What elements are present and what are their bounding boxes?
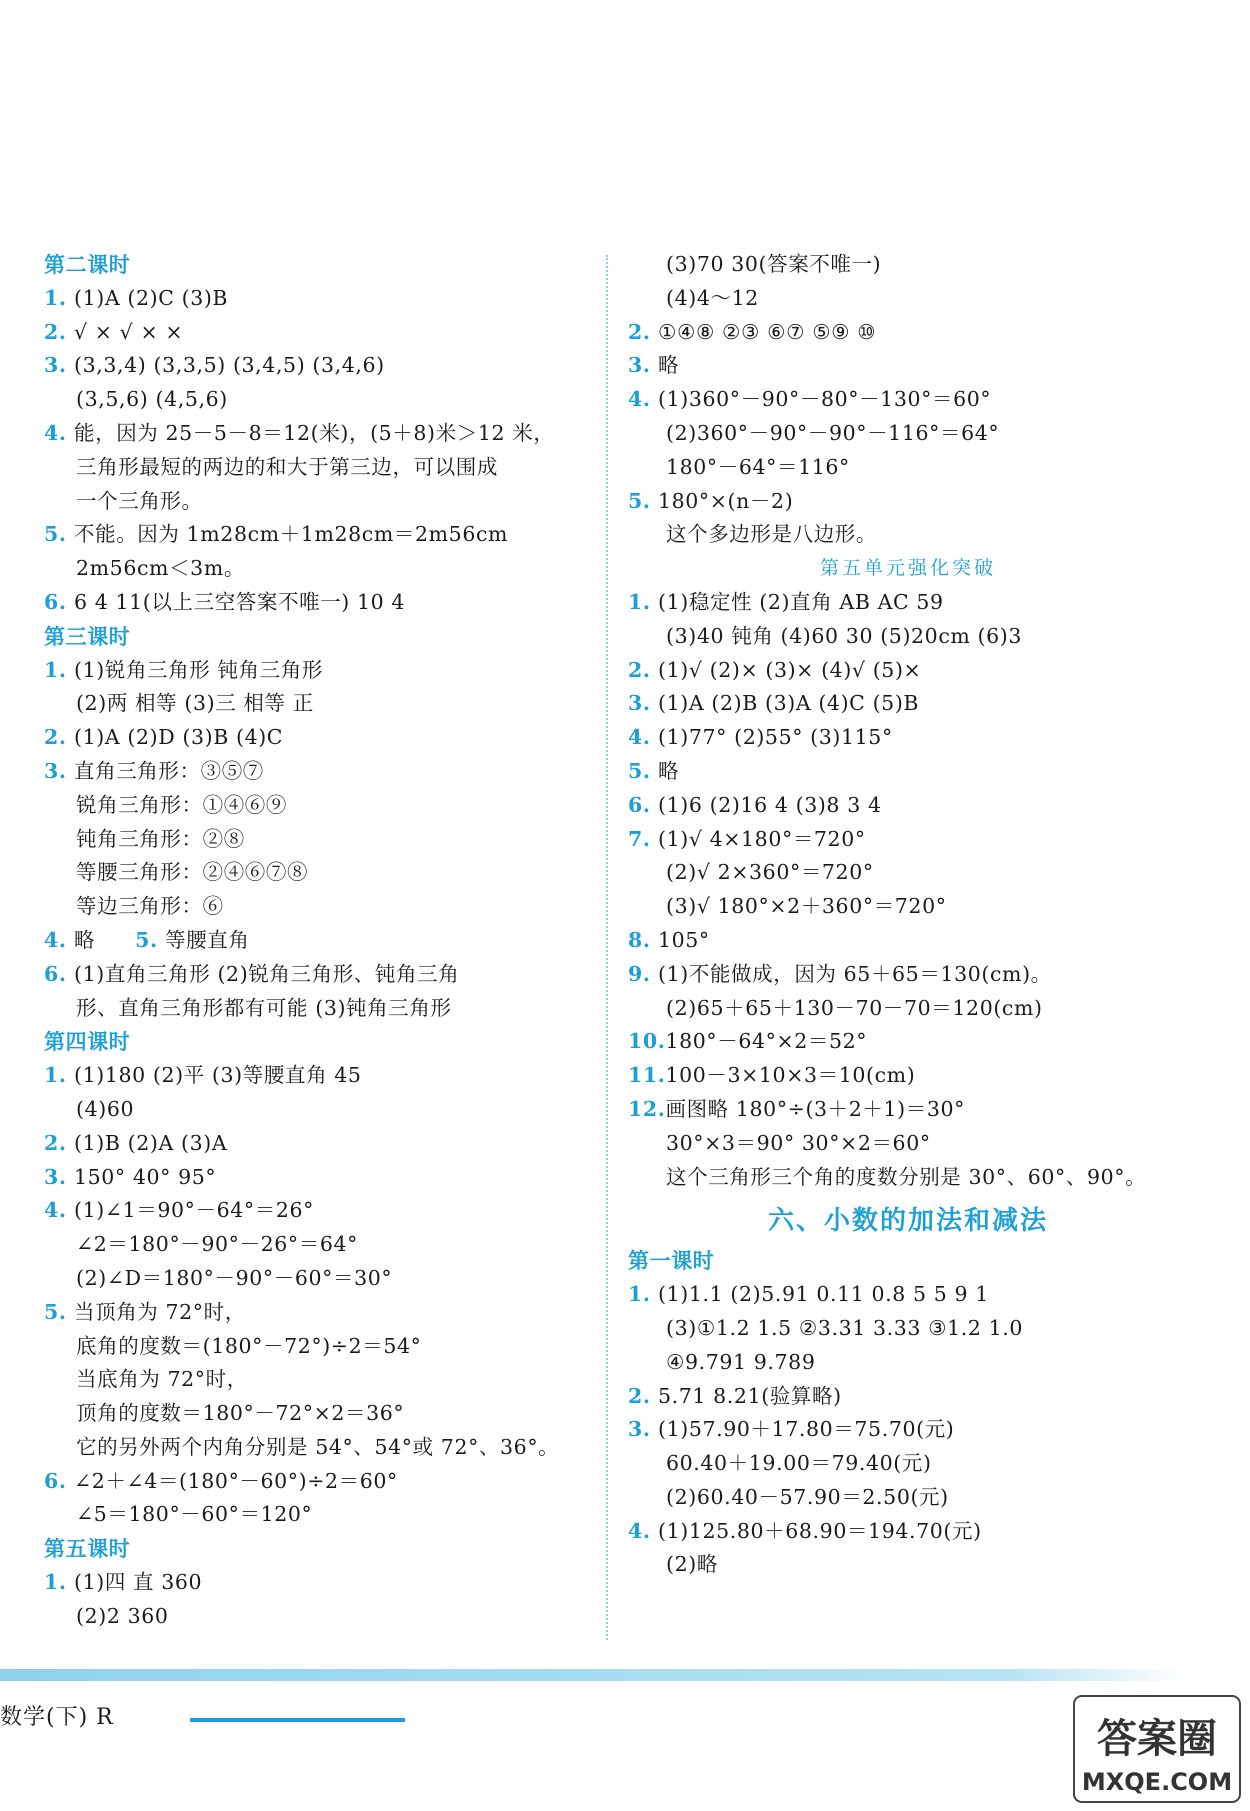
answer-text: (1)√ 4×180°＝720° <box>658 826 866 851</box>
question-number: 1. <box>628 1282 651 1307</box>
answer-text: (1)125.80＋68.90＝194.70(元) <box>658 1518 982 1543</box>
answer-continuation: (2)√ 2×360°＝720° <box>666 860 874 885</box>
answer-line <box>44 282 599 316</box>
answer-continuation: (2)60.40－57.90＝2.50(元) <box>666 1484 949 1509</box>
answer-continuation: (4)60 <box>76 1096 135 1121</box>
answer-line <box>44 316 599 350</box>
question-number: 5. <box>628 488 651 513</box>
answer-line <box>628 485 1188 519</box>
answer-text: (1)B (2)A (3)A <box>74 1130 228 1155</box>
question-number: 4. <box>628 387 651 412</box>
answer-line <box>628 755 1188 789</box>
question-number: 6. <box>44 589 67 614</box>
question-number: 3. <box>44 1164 67 1189</box>
question-number: 6. <box>44 961 67 986</box>
answer-line <box>44 721 599 755</box>
answer-line <box>628 383 1188 417</box>
answer-line <box>628 721 1188 755</box>
answer-text: (1)1.1 (2)5.91 0.11 0.8 5 5 9 1 <box>658 1282 989 1307</box>
answer-text: 略 <box>74 927 96 952</box>
answer-continuation: (4)4～12 <box>666 285 759 310</box>
answer-line <box>44 1194 599 1228</box>
answer-text: (1)锐角三角形 钝角三角形 <box>74 657 323 682</box>
answer-continuation: (2)2 360 <box>76 1603 169 1628</box>
section-heading: 第三课时 <box>44 623 131 649</box>
answer-line <box>44 1161 599 1195</box>
answer-continuation: 一个三角形。 <box>76 488 203 513</box>
right-column <box>628 248 1188 1582</box>
watermark-top-text: 答案圈 <box>1097 1716 1217 1762</box>
answer-continuation: (3)40 钝角 (4)60 30 (5)20cm (6)3 <box>666 623 1023 648</box>
answer-text: 不能。因为 1m28cm＋1m28cm＝2m56cm <box>74 522 509 547</box>
answer-text: 100－3×10×3＝10(cm) <box>665 1063 916 1088</box>
answer-text: (1)360°－90°－80°－130°＝60° <box>658 387 992 412</box>
answer-continuation: 当底角为 72°时， <box>76 1367 248 1392</box>
answer-continuation: 钝角三角形：②⑧ <box>76 826 245 851</box>
answer-line <box>44 1296 599 1330</box>
answer-line <box>628 958 1188 992</box>
answer-line <box>44 1465 599 1499</box>
answer-line <box>628 654 1188 688</box>
answer-text: (1)A (2)D (3)B (4)C <box>74 725 284 750</box>
question-number: 5. <box>44 522 67 547</box>
question-number: 4. <box>628 725 651 750</box>
answer-line <box>628 823 1188 857</box>
answer-text: 画图略 180°÷(3＋2＋1)＝30° <box>665 1096 965 1121</box>
question-number: 5. <box>628 758 651 783</box>
answer-text: (1)A (2)C (3)B <box>74 285 229 310</box>
answer-text: 6 4 11(以上三空答案不唯一) 10 4 <box>74 589 406 614</box>
answer-continuation: 顶角的度数＝180°－72°×2＝36° <box>76 1401 405 1426</box>
answer-line <box>44 417 599 451</box>
answer-continuation: 锐角三角形：①④⑥⑨ <box>76 792 287 817</box>
question-number: 12. <box>628 1096 666 1121</box>
answer-continuation: ∠2＝180°－90°－26°＝64° <box>76 1232 359 1257</box>
section-heading: 第一课时 <box>628 1248 715 1274</box>
answer-text: (1)77° (2)55° (3)115° <box>658 725 893 750</box>
answer-text: 能，因为 25－5－8＝12(米)，(5＋8)米＞12 米， <box>74 420 555 445</box>
question-number: 3. <box>44 758 67 783</box>
answer-line <box>628 1059 1188 1093</box>
question-number: 11. <box>628 1063 666 1088</box>
answer-text: (1)直角三角形 (2)锐角三角形、钝角三角 <box>74 961 460 986</box>
left-column <box>44 248 599 1634</box>
answer-line <box>628 1278 1188 1312</box>
answer-line <box>628 586 1188 620</box>
answer-continuation: 60.40＋19.00＝79.40(元) <box>666 1451 932 1476</box>
question-number: 1. <box>628 589 651 614</box>
question-number: 2. <box>628 657 651 682</box>
answer-text: (1)∠1＝90°－64°＝26° <box>74 1198 314 1223</box>
question-number: 2. <box>44 725 67 750</box>
section-heading: 第四课时 <box>44 1029 131 1055</box>
answer-line <box>44 654 599 688</box>
answer-line <box>628 316 1188 350</box>
answer-continuation: (3)70 30(答案不唯一) <box>666 252 882 276</box>
answer-line <box>44 518 599 552</box>
answer-continuation: 形、直角三角形都有可能 (3)钝角三角形 <box>76 995 452 1020</box>
column-divider <box>606 255 608 1640</box>
question-number: 3. <box>44 353 67 378</box>
answer-continuation: (3,5,6) (4,5,6) <box>76 387 228 412</box>
section-heading: 第五课时 <box>44 1536 131 1562</box>
question-number: 10. <box>628 1029 666 1054</box>
question-number: 1. <box>44 285 67 310</box>
answer-line <box>44 349 599 383</box>
answer-continuation: 2m56cm＜3m。 <box>76 556 245 581</box>
answer-line <box>628 1515 1188 1549</box>
answer-continuation: 180°－64°＝116° <box>666 454 850 479</box>
answer-line <box>44 755 599 789</box>
answer-line <box>628 924 1188 958</box>
answer-text: 180°×(n－2) <box>658 488 794 513</box>
answer-continuation: 这个多边形是八边形。 <box>666 522 877 547</box>
answer-text: (1)A (2)B (3)A (4)C (5)B <box>658 691 920 716</box>
answer-text: (1)180 (2)平 (3)等腰直角 45 <box>74 1063 362 1088</box>
answer-continuation: ④9.791 9.789 <box>666 1349 816 1374</box>
answer-line <box>628 687 1188 721</box>
question-number: 8. <box>628 927 651 952</box>
answer-line <box>628 1380 1188 1414</box>
section-heading: 第二课时 <box>44 252 131 277</box>
answer-text: 5.71 8.21(验算略) <box>658 1383 842 1408</box>
answer-text: 略 <box>658 353 680 378</box>
answer-continuation: (3)①1.2 1.5 ②3.31 3.33 ③1.2 1.0 <box>666 1315 1024 1340</box>
watermark-logo <box>1072 1694 1242 1804</box>
answer-line <box>628 789 1188 823</box>
question-number: 2. <box>628 1383 651 1408</box>
answer-continuation: 等边三角形：⑥ <box>76 894 224 919</box>
answer-text: (1)√ (2)× (3)× (4)√ (5)× <box>658 657 922 682</box>
answer-line <box>44 924 599 958</box>
answer-text: (1)57.90＋17.80＝75.70(元) <box>658 1417 955 1442</box>
answer-continuation: (2)略 <box>666 1552 718 1577</box>
answer-line <box>628 1413 1188 1447</box>
question-number: 4. <box>44 1198 67 1223</box>
answer-line <box>44 1127 599 1161</box>
answer-continuation: (3)√ 180°×2＋360°＝720° <box>666 894 947 919</box>
question-number: 5. <box>44 1299 67 1324</box>
answer-continuation: 三角形最短的两边的和大于第三边，可以围成 <box>76 454 498 479</box>
footer-rule <box>190 1718 405 1722</box>
answer-text: (1)四 直 360 <box>74 1570 203 1595</box>
question-number: 5. <box>135 927 158 952</box>
answer-continuation: (2)360°－90°－90°－116°＝64° <box>666 420 1000 445</box>
answer-text: ∠2＋∠4＝(180°－60°)÷2＝60° <box>74 1468 398 1493</box>
answer-line <box>44 958 599 992</box>
answer-text: (1)稳定性 (2)直角 AB AC 59 <box>658 589 944 614</box>
answer-line <box>628 349 1188 383</box>
footer-band <box>0 1669 1185 1681</box>
question-number: 1. <box>44 1570 67 1595</box>
question-number: 6. <box>44 1468 67 1493</box>
answer-text: ①④⑧ ②③ ⑥⑦ ⑤⑨ ⑩ <box>658 319 877 344</box>
question-number: 3. <box>628 691 651 716</box>
question-number: 2. <box>44 1130 67 1155</box>
answer-text: (1)不能做成，因为 65＋65＝130(cm)。 <box>658 961 1052 986</box>
question-number: 1. <box>44 657 67 682</box>
question-number: 2. <box>628 319 651 344</box>
question-number: 4. <box>44 927 67 952</box>
answer-text: 当顶角为 72°时， <box>74 1299 246 1324</box>
answer-line <box>628 1093 1188 1127</box>
answer-text: 直角三角形：③⑤⑦ <box>74 758 264 783</box>
answer-continuation: (2)∠D＝180°－90°－60°＝30° <box>76 1265 393 1290</box>
question-number: 4. <box>628 1518 651 1543</box>
watermark-bottom-text: MXQE.COM <box>1081 1768 1233 1796</box>
answer-text: 略 <box>658 758 680 783</box>
answer-continuation: 30°×3＝90° 30°×2＝60° <box>666 1130 931 1155</box>
answer-line <box>44 586 599 620</box>
question-number: 1. <box>44 1063 67 1088</box>
chapter-title: 六、小数的加法和减法 <box>767 1206 1048 1237</box>
question-number: 6. <box>628 792 651 817</box>
question-number: 2. <box>44 319 67 344</box>
question-number: 4. <box>44 420 67 445</box>
answer-text: √ × √ × × <box>74 319 184 344</box>
unit-review-heading: 第五单元强化突破 <box>819 557 996 580</box>
footer-label: 数学(下) R <box>0 1705 114 1730</box>
answer-continuation: (2)两 相等 (3)三 相等 正 <box>76 691 314 716</box>
answer-line <box>628 1025 1188 1059</box>
answer-text: 180°－64°×2＝52° <box>665 1029 868 1054</box>
answer-line <box>44 1059 599 1093</box>
answer-continuation: 等腰三角形：②④⑥⑦⑧ <box>76 860 309 885</box>
answer-text: 150° 40° 95° <box>74 1164 217 1189</box>
question-number: 9. <box>628 961 651 986</box>
answer-text: 等腰直角 <box>165 927 250 952</box>
answer-continuation: 它的另外两个内角分别是 54°、54°或 72°、36°。 <box>76 1434 560 1459</box>
question-number: 3. <box>628 353 651 378</box>
answer-text: (3,3,4) (3,3,5) (3,4,5) (3,4,6) <box>74 353 385 378</box>
answer-text: (1)6 (2)16 4 (3)8 3 4 <box>658 792 882 817</box>
question-number: 3. <box>628 1417 651 1442</box>
answer-continuation: (2)65＋65＋130－70－70＝120(cm) <box>666 995 1043 1020</box>
answer-line <box>44 1566 599 1600</box>
answer-continuation: 这个三角形三个角的度数分别是 30°、60°、90°。 <box>666 1164 1147 1189</box>
answer-text: 105° <box>658 927 710 952</box>
answer-continuation: ∠5＝180°－60°＝120° <box>76 1502 313 1527</box>
question-number: 7. <box>628 826 651 851</box>
answer-continuation: 底角的度数＝(180°－72°)÷2＝54° <box>76 1333 422 1358</box>
